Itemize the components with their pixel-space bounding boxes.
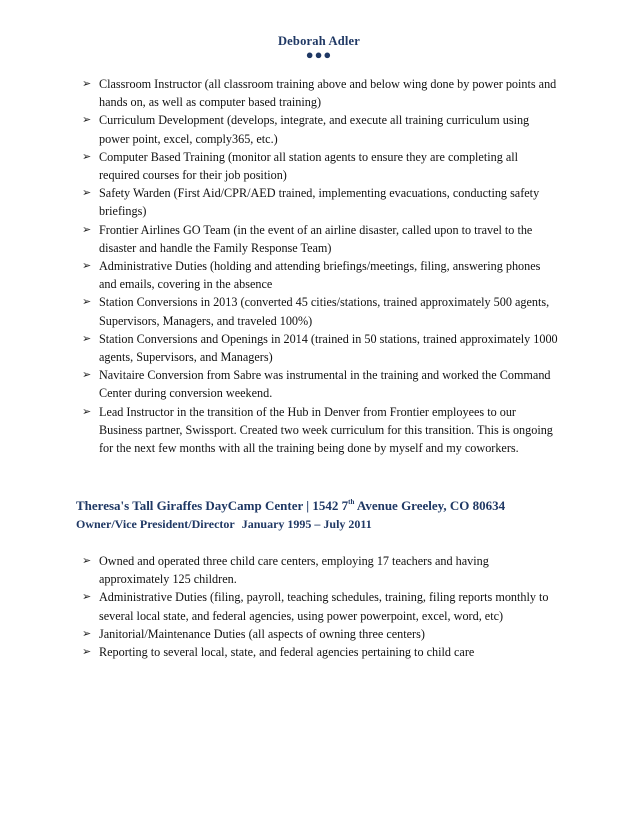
list-item-text: Administrative Duties (filing, payroll, teaching schedules, training, filing reports monthly to several local state, and federal agencies, using power powerpoint, excel, word, etc) xyxy=(99,590,549,623)
list-item-text: Janitorial/Maintenance Duties (all aspects of owning three centers) xyxy=(99,626,425,641)
list-item xyxy=(82,111,559,147)
arrow-bullet-icon: ➢ xyxy=(82,646,92,659)
list-item xyxy=(82,403,559,458)
list-item-text: Navitaire Conversion from Sabre was instrumental in the training and worked the Command Center during conversion weekend. xyxy=(99,368,551,401)
list-item-text: Safety Warden (First Aid/CPR/AED trained, implementing evacuations, conducting safety briefings) xyxy=(99,186,540,219)
list-item xyxy=(82,293,559,329)
list-item xyxy=(82,221,559,257)
arrow-bullet-icon: ➢ xyxy=(82,260,92,273)
arrow-bullet-icon: ➢ xyxy=(82,78,92,90)
arrow-bullet-icon: ➢ xyxy=(82,627,92,640)
list-item-text: Administrative Duties (holding and attending briefings/meetings, filing, answering phones and emails, covering in the absence xyxy=(99,259,541,292)
job-duties-list xyxy=(82,552,559,661)
list-item-text: Computer Based Training (monitor all station agents to ensure they are completing all required courses for their job position) xyxy=(99,149,519,183)
arrow-bullet-icon: ➢ xyxy=(82,223,92,236)
list-item xyxy=(82,552,559,588)
list-item-text: Lead Instructor in the transition of the Hub in Denver from Frontier employees to our Business partner, Swissport. Created two week curriculum for this transition. This is ongoing for the next few months with all the training being done by myself and my coworkers. xyxy=(99,404,553,456)
list-item xyxy=(82,184,559,220)
list-item xyxy=(82,588,559,624)
list-item xyxy=(82,643,559,661)
list-item xyxy=(82,366,559,402)
arrow-bullet-icon: ➢ xyxy=(82,332,92,345)
list-item-text: Owned and operated three child care centers, employing 17 teachers and having approximately 125 children. xyxy=(99,554,489,587)
job-title: Owner/Vice President/Director xyxy=(76,517,235,531)
list-item-text: Classroom Instructor (all classroom training above and below wing done by power points and hands on, as well as computer based training) xyxy=(99,77,557,110)
job-heading-superscript: th xyxy=(348,498,355,506)
arrow-bullet-icon: ➢ xyxy=(82,296,92,309)
arrow-bullet-icon: ➢ xyxy=(82,114,92,127)
list-item-text: Station Conversions in 2013 (converted 45 cities/stations, trained approximately 500 agents, Supervisors, Managers, and traveled 100%) xyxy=(99,295,550,328)
arrow-bullet-icon: ➢ xyxy=(82,150,92,163)
list-item-text: Curriculum Development (develops, integrate, and execute all training curriculum using power point, excel, comply365, etc.) xyxy=(99,113,530,146)
arrow-bullet-icon: ➢ xyxy=(82,187,92,200)
header-divider-dots: ●●● xyxy=(305,47,333,62)
list-item-text: Station Conversions and Openings in 2014 (trained in 50 stations, trained approximately 1000 agents, Supervisors, and Managers) xyxy=(99,331,558,365)
list-item xyxy=(82,257,559,293)
job-subheading xyxy=(76,517,372,532)
list-item-text: Reporting to several local, state, and federal agencies pertaining to child care xyxy=(99,645,475,660)
arrow-bullet-icon: ➢ xyxy=(82,555,92,567)
job-heading xyxy=(76,498,505,514)
job-heading-company: Theresa's Tall Giraffes DayCamp Center | 1542 7 xyxy=(76,498,349,513)
resume-header-name: Deborah Adler xyxy=(277,34,361,48)
list-item xyxy=(82,330,559,366)
list-item xyxy=(82,625,559,643)
list-item xyxy=(82,75,559,111)
list-item-text: Frontier Airlines GO Team (in the event of an airline disaster, called upon to travel to the disaster and handle the Family Response Team) xyxy=(99,222,533,255)
responsibilities-list xyxy=(82,75,559,457)
arrow-bullet-icon: ➢ xyxy=(82,591,92,604)
job-dates: January 1995 – July 2011 xyxy=(241,517,372,531)
job-heading-address: Avenue Greeley, CO 80634 xyxy=(354,498,506,513)
list-item xyxy=(82,148,559,184)
arrow-bullet-icon: ➢ xyxy=(82,369,92,382)
arrow-bullet-icon: ➢ xyxy=(82,405,92,418)
